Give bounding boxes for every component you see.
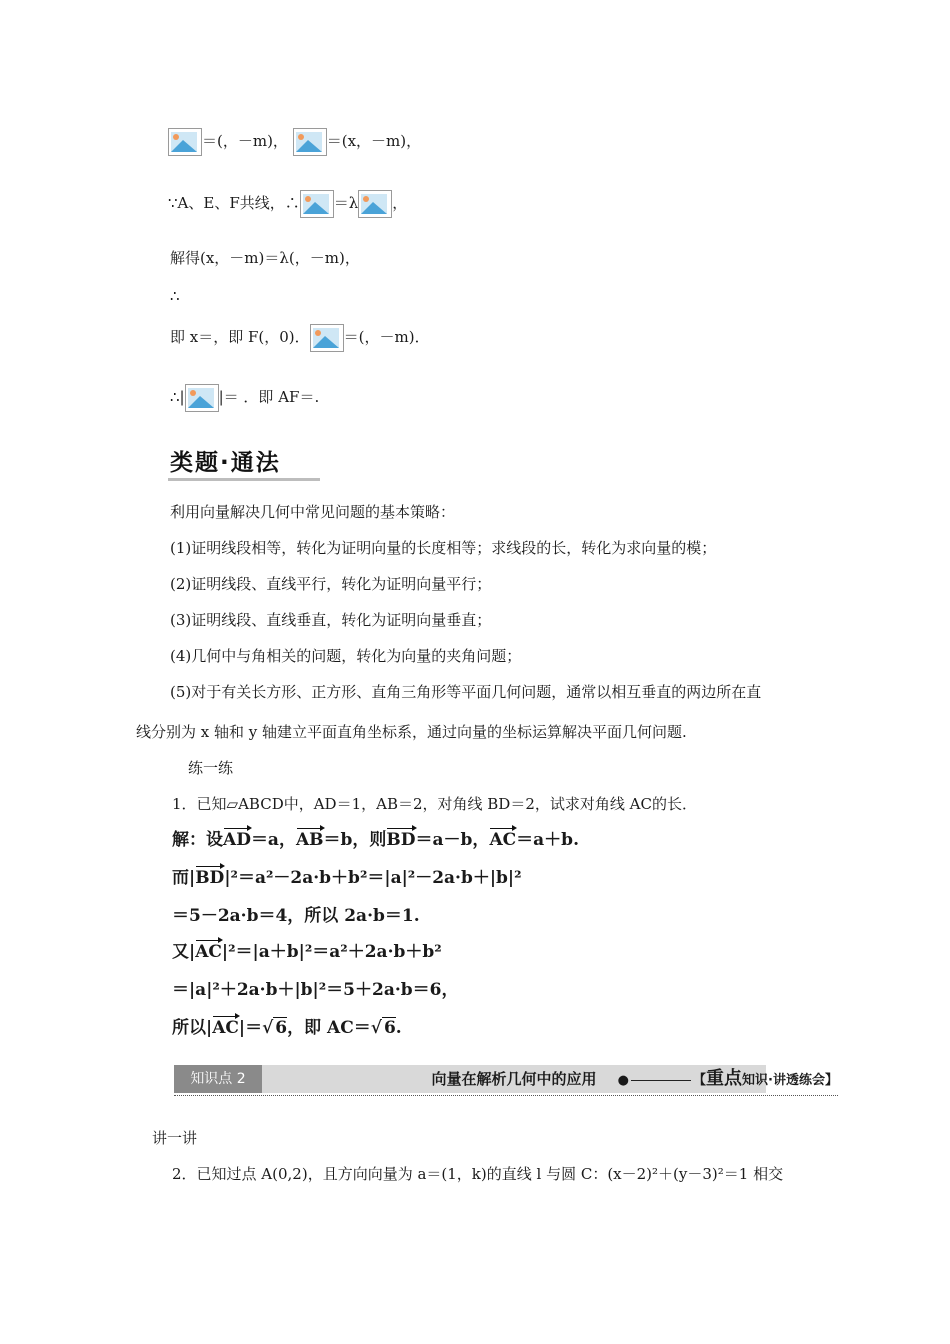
solution-text: 解：设: [172, 830, 223, 850]
bullet-icon: ●: [617, 1073, 630, 1088]
broken-image-icon: [168, 128, 202, 156]
solution-text: |＝√: [238, 1018, 274, 1038]
solution-text: ＝a＋b.: [516, 830, 579, 850]
solve-line: 解得(x，－m)＝λ(，－m)，: [170, 249, 360, 267]
strategy-item: (5)对于有关长方形、正方形、直角三角形等平面几何问题，通常以相互垂直的两边所在直: [170, 683, 762, 701]
solution-text: 又|: [172, 942, 196, 962]
strategy-item: (1)证明线段相等，转化为证明向量的长度相等；求线段的长，转化为求向量的模；: [170, 539, 717, 557]
solution-text: ＝a，: [250, 830, 296, 850]
broken-image-icon: [310, 324, 344, 352]
solution-line-4: [172, 942, 442, 962]
banner-right-label: [586, 1065, 838, 1093]
banner-bracket: 【: [693, 1073, 707, 1088]
equation-text: ＝(，－m)，: [202, 132, 288, 150]
vector-AC: AC: [489, 830, 517, 850]
solution-text: .: [395, 1018, 402, 1038]
solution-text: |²＝|a＋b|²＝a²＋2a·b＋b²: [221, 942, 442, 962]
magnitude-line: [170, 384, 319, 412]
strategy-item: (3)证明线段、直线垂直，转化为证明向量垂直；: [170, 611, 492, 629]
practice-label: 练一练: [188, 759, 234, 777]
broken-image-icon: [293, 128, 327, 156]
therefore-line: ∴: [170, 287, 180, 305]
broken-image-icon: [300, 190, 334, 218]
solution-line-1: [172, 830, 579, 850]
banner-title: 向量在解析几何中的应用: [262, 1065, 766, 1093]
lecture-label: 讲一讲: [152, 1129, 198, 1147]
solution-text: ，即 AC＝√: [287, 1018, 382, 1038]
broken-image-icon: [358, 190, 392, 218]
solution-line-3: ＝5－2a·b＝4，所以 2a·b＝1.: [172, 906, 420, 926]
equation-text: ，: [392, 194, 408, 212]
solution-line-2: [172, 868, 522, 888]
strategy-intro: 利用向量解决几何中常见问题的基本策略：: [170, 503, 456, 521]
vector-equation-line-1: [168, 128, 421, 156]
section-heading: [168, 438, 320, 481]
vector-BD: BD: [195, 868, 225, 888]
vector-AB: AB: [295, 830, 324, 850]
strategy-item: (2)证明线段、直线平行，转化为证明向量平行；: [170, 575, 492, 593]
banner-bracket: 】: [824, 1073, 838, 1088]
banner-tag: 知识点 2: [174, 1065, 262, 1093]
equation-text: ＝(，－m)．: [343, 328, 430, 346]
problem-1: 1．已知▱ABCD中，AD＝1，AB＝2，对角线 BD＝2，试求对角线 AC的长．: [172, 795, 697, 813]
equation-text: 即 x＝，即 F(，0)．: [170, 328, 310, 346]
equation-text: |＝ ．即 AF＝.: [218, 388, 320, 406]
banner-subtitle: 知识·讲透练会: [742, 1073, 825, 1088]
solution-text: 而|: [172, 868, 196, 888]
section-heading-text: 类题·通法: [170, 450, 281, 476]
banner-underline: [174, 1095, 838, 1096]
vector-BD: BD: [386, 830, 416, 850]
solution-line-6: [172, 1018, 402, 1038]
sqrt-radicand: 6: [383, 1018, 396, 1038]
collinear-line: [168, 190, 407, 218]
equation-text: ＝λ: [333, 194, 359, 212]
strategy-item: 线分别为 x 轴和 y 轴建立平面直角坐标系，通过向量的坐标运算解决平面几何问题.: [136, 723, 687, 741]
strategy-item: (4)几何中与角相关的问题，转化为向量的夹角问题；: [170, 647, 522, 665]
solution-text: ＝b，则: [323, 830, 387, 850]
solution-line-5: ＝|a|²＋2a·b＋|b|²＝5＋2a·b＝6，: [172, 980, 459, 1000]
equation-text: ＝(x，－m)，: [326, 132, 422, 150]
vector-AD: AD: [223, 830, 251, 850]
knowledge-point-banner: [174, 1065, 838, 1093]
vector-AC: AC: [195, 942, 222, 962]
point-f-line: [170, 324, 430, 352]
equation-text: ∵A、E、F共线，∴: [168, 194, 300, 212]
divider: [631, 1080, 691, 1081]
solution-text: |²＝a²－2a·b＋b²＝|a|²－2a·b＋|b|²: [224, 868, 522, 888]
problem-2: 2．已知过点 A(0,2)，且方向向量为 a＝(1，k)的直线 l 与圆 C：(x－2)²＋(y－3)²＝1 相交: [172, 1165, 784, 1183]
solution-text: ＝a－b，: [415, 830, 490, 850]
broken-image-icon: [185, 384, 219, 412]
vector-AC: AC: [212, 1018, 239, 1038]
equation-text: ∴|: [170, 388, 185, 406]
banner-emphasis: 重点: [706, 1068, 743, 1089]
sqrt-radicand: 6: [275, 1018, 288, 1038]
solution-text: 所以|: [172, 1018, 213, 1038]
